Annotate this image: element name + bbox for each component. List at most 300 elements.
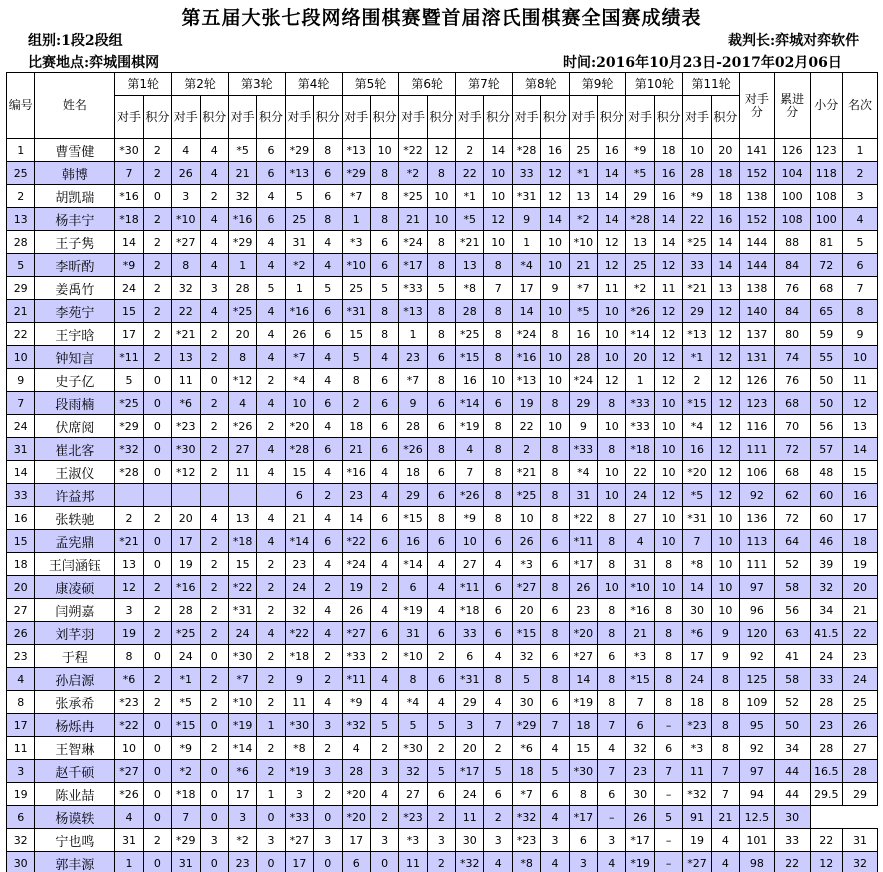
table-cell: 4	[427, 691, 455, 714]
table-cell: *29	[285, 139, 313, 162]
table-cell: 4	[257, 231, 285, 254]
table-cell: 118	[810, 162, 843, 185]
table-cell: 108	[774, 208, 810, 231]
table-cell: 3	[314, 829, 342, 852]
player-number-cell: 9	[7, 369, 35, 392]
table-cell: 30	[456, 829, 484, 852]
table-cell: 32	[810, 576, 843, 599]
table-cell: *32	[342, 714, 370, 737]
player-name-cell: 曹雪健	[35, 139, 115, 162]
table-cell: 14	[654, 231, 682, 254]
table-cell: *3	[399, 829, 427, 852]
table-row	[7, 162, 878, 185]
header-opponent-score: 对手分	[740, 73, 775, 139]
table-cell: 2	[143, 139, 171, 162]
player-name-cell: 王子隽	[35, 231, 115, 254]
player-name-cell: 孟宪鼎	[35, 530, 115, 553]
table-cell: 11	[654, 277, 682, 300]
table-cell: 68	[810, 277, 843, 300]
table-cell: 2	[257, 760, 285, 783]
table-cell: 8	[427, 323, 455, 346]
table-cell: 9	[711, 622, 739, 645]
table-cell: 0	[143, 806, 171, 829]
table-cell: *17	[399, 254, 427, 277]
player-number-cell: 3	[7, 760, 35, 783]
header-round-3-opponent: 对手	[228, 96, 256, 139]
table-cell: 9	[541, 277, 569, 300]
table-cell: 6	[484, 530, 512, 553]
table-cell: 0	[143, 185, 171, 208]
table-cell: *1	[569, 162, 597, 185]
table-cell: *4	[399, 691, 427, 714]
table-cell: 0	[143, 760, 171, 783]
table-cell: 12	[654, 484, 682, 507]
table-cell: *27	[512, 576, 540, 599]
player-number-cell: 6	[7, 806, 35, 829]
table-cell: 144	[740, 231, 775, 254]
table-cell: 6	[427, 668, 455, 691]
table-cell: *23	[512, 829, 540, 852]
table-cell: 2	[257, 553, 285, 576]
referee-label: 裁判长:弈城对弈软件	[728, 33, 860, 49]
table-cell: 8	[427, 369, 455, 392]
table-cell: 16	[654, 185, 682, 208]
player-name-cell: 李昕酌	[35, 254, 115, 277]
table-cell: 109	[740, 691, 775, 714]
table-cell: 70	[774, 415, 810, 438]
table-cell: *5	[569, 300, 597, 323]
table-cell: 11	[172, 369, 200, 392]
table-cell: *8	[512, 852, 540, 872]
table-cell: *15	[626, 668, 654, 691]
table-cell: *17	[569, 806, 597, 829]
table-cell: *31	[456, 668, 484, 691]
table-cell: 7	[654, 760, 682, 783]
table-cell: 0	[143, 415, 171, 438]
table-cell: 8	[654, 553, 682, 576]
table-cell: 3	[370, 760, 398, 783]
table-cell: 8	[711, 714, 739, 737]
table-cell: 4	[314, 622, 342, 645]
header-cumulative: 累进分	[774, 73, 810, 139]
table-cell: 8	[172, 254, 200, 277]
table-cell: 44	[774, 760, 810, 783]
table-cell: 0	[200, 852, 228, 872]
table-cell: 17	[115, 323, 143, 346]
table-cell: 8	[541, 507, 569, 530]
table-cell: 2	[314, 645, 342, 668]
table-cell: 15	[285, 461, 313, 484]
player-name-cell: 王闫涵钰	[35, 553, 115, 576]
table-cell: *31	[342, 300, 370, 323]
table-cell: 16	[683, 438, 711, 461]
table-cell: *25	[683, 231, 711, 254]
table-cell: 33	[810, 668, 843, 691]
table-cell: 2	[200, 668, 228, 691]
table-cell: 2	[143, 254, 171, 277]
table-cell: –	[654, 714, 682, 737]
table-cell: 2	[370, 576, 398, 599]
table-cell: 8	[598, 507, 626, 530]
table-cell: 7	[115, 162, 143, 185]
table-cell: *29	[512, 714, 540, 737]
header-round-10: 第10轮	[626, 73, 683, 96]
table-cell: 2	[143, 300, 171, 323]
table-cell: 2	[200, 185, 228, 208]
table-cell: 19	[683, 829, 711, 852]
table-cell: 4	[598, 852, 626, 872]
table-cell: 2	[484, 806, 512, 829]
table-cell: 26	[569, 576, 597, 599]
table-cell: 6	[484, 392, 512, 415]
table-cell: 14	[683, 576, 711, 599]
table-cell: *20	[342, 806, 370, 829]
table-cell: 41.5	[810, 622, 843, 645]
table-cell: 2	[370, 645, 398, 668]
table-cell: 5	[115, 369, 143, 392]
table-cell: 6	[370, 254, 398, 277]
table-cell: 23	[569, 599, 597, 622]
table-cell: *11	[569, 530, 597, 553]
table-cell: 8	[654, 599, 682, 622]
table-cell: 25	[285, 208, 313, 231]
table-cell: 12	[810, 852, 843, 872]
table-cell: 5	[370, 277, 398, 300]
table-row	[7, 806, 878, 829]
table-cell: 8	[654, 691, 682, 714]
table-cell: 7	[626, 691, 654, 714]
table-cell: 6	[314, 162, 342, 185]
table-cell: *19	[569, 691, 597, 714]
header-round-4: 第4轮	[285, 73, 342, 96]
table-cell: 2	[314, 783, 342, 806]
table-row	[7, 530, 878, 553]
table-cell: 8	[541, 668, 569, 691]
table-cell: 6	[598, 783, 626, 806]
player-name-cell: 杨谟轶	[35, 806, 115, 829]
table-cell: 11	[399, 852, 427, 872]
table-cell: *28	[285, 438, 313, 461]
table-cell: *33	[626, 392, 654, 415]
table-cell: 4	[598, 737, 626, 760]
table-cell: 24	[172, 645, 200, 668]
table-cell: 1	[115, 852, 143, 872]
table-cell: 76	[774, 369, 810, 392]
table-cell: 116	[740, 415, 775, 438]
table-cell: 21	[399, 208, 427, 231]
table-cell: 123	[740, 392, 775, 415]
table-cell: 2	[314, 576, 342, 599]
player-number-cell: 21	[7, 300, 35, 323]
table-cell: 4	[711, 852, 739, 872]
table-cell: *9	[456, 507, 484, 530]
table-cell: 22	[456, 162, 484, 185]
player-name-cell: 张轶驰	[35, 507, 115, 530]
table-cell: 0	[370, 852, 398, 872]
table-cell: 17	[228, 783, 256, 806]
table-cell: 6	[257, 208, 285, 231]
table-cell: 0	[200, 760, 228, 783]
table-cell: 2	[143, 208, 171, 231]
table-cell: *18	[172, 783, 200, 806]
table-cell: *7	[228, 668, 256, 691]
table-cell: *19	[626, 852, 654, 872]
table-cell: 8	[484, 507, 512, 530]
table-cell: 8	[598, 553, 626, 576]
table-cell: 26	[626, 806, 654, 829]
table-cell: 6	[654, 737, 682, 760]
table-cell: 72	[774, 438, 810, 461]
table-cell: 32	[512, 645, 540, 668]
table-cell: 10	[541, 231, 569, 254]
table-row	[7, 714, 878, 737]
table-cell: 4	[200, 300, 228, 323]
table-cell	[228, 484, 256, 507]
table-cell: 13	[172, 346, 200, 369]
table-row	[7, 645, 878, 668]
table-cell: *9	[342, 691, 370, 714]
table-cell: 4	[257, 346, 285, 369]
table-cell: 6	[598, 645, 626, 668]
table-cell: 4	[257, 622, 285, 645]
table-cell: 12	[654, 300, 682, 323]
table-cell	[143, 484, 171, 507]
table-cell: 32	[626, 737, 654, 760]
table-cell: 6	[257, 162, 285, 185]
player-number-cell: 25	[7, 162, 35, 185]
table-cell: 5	[654, 806, 682, 829]
table-cell: *32	[512, 806, 540, 829]
table-cell: *33	[399, 277, 427, 300]
table-cell: 0	[200, 806, 228, 829]
table-cell: 41	[774, 645, 810, 668]
table-cell: 10	[598, 576, 626, 599]
table-cell: 6	[541, 691, 569, 714]
player-number-cell: 10	[7, 346, 35, 369]
table-cell: 12	[711, 415, 739, 438]
table-cell: *25	[228, 300, 256, 323]
table-cell: 29	[683, 300, 711, 323]
table-cell: 58	[774, 668, 810, 691]
table-cell: *31	[512, 185, 540, 208]
table-cell: 27	[228, 438, 256, 461]
table-cell: 4	[257, 507, 285, 530]
table-cell: 23	[626, 760, 654, 783]
table-cell: *14	[399, 553, 427, 576]
table-cell: *8	[683, 553, 711, 576]
table-row	[7, 323, 878, 346]
table-cell: *23	[115, 691, 143, 714]
table-cell: 10	[541, 369, 569, 392]
table-cell: 2	[200, 323, 228, 346]
table-cell: *29	[115, 415, 143, 438]
table-cell: 4	[370, 783, 398, 806]
table-cell: 10	[654, 461, 682, 484]
table-cell: 2	[257, 668, 285, 691]
table-cell: 2	[314, 484, 342, 507]
table-cell: 26	[843, 714, 878, 737]
table-cell: 56	[810, 415, 843, 438]
table-cell: 8	[541, 323, 569, 346]
table-cell: 12	[711, 461, 739, 484]
table-cell: 3	[484, 829, 512, 852]
table-cell: 8	[115, 645, 143, 668]
table-cell: 4	[257, 392, 285, 415]
table-cell: 120	[740, 622, 775, 645]
table-cell: 10	[598, 300, 626, 323]
header-round-10-score: 积分	[654, 96, 682, 139]
table-cell: 1	[512, 231, 540, 254]
table-cell: 24	[843, 668, 878, 691]
player-name-cell: 史子亿	[35, 369, 115, 392]
table-cell: 14	[484, 139, 512, 162]
table-cell: *25	[512, 484, 540, 507]
table-cell: *15	[172, 714, 200, 737]
table-cell: 16	[569, 323, 597, 346]
table-cell: 7	[172, 806, 200, 829]
table-cell: 4	[257, 530, 285, 553]
table-cell: 6	[456, 645, 484, 668]
table-cell: 6	[541, 645, 569, 668]
table-cell: 17	[512, 277, 540, 300]
table-cell: *21	[456, 231, 484, 254]
table-cell: 1	[843, 139, 878, 162]
table-cell: 3	[541, 829, 569, 852]
table-cell: *11	[456, 576, 484, 599]
player-number-cell: 27	[7, 599, 35, 622]
table-cell: *2	[626, 277, 654, 300]
table-cell: *25	[456, 323, 484, 346]
table-cell: 6	[342, 852, 370, 872]
table-cell: 3	[427, 829, 455, 852]
table-cell: 7	[484, 714, 512, 737]
table-cell: 81	[810, 231, 843, 254]
table-cell: 14	[598, 162, 626, 185]
table-cell: *29	[342, 162, 370, 185]
table-cell: *23	[172, 415, 200, 438]
table-cell: 4	[257, 438, 285, 461]
header-round-5-score: 积分	[370, 96, 398, 139]
table-cell: 6	[427, 461, 455, 484]
table-cell: *16	[172, 576, 200, 599]
table-cell: 17	[172, 530, 200, 553]
table-cell: 1	[257, 783, 285, 806]
table-cell: *26	[456, 484, 484, 507]
results-table-container[interactable]	[6, 72, 878, 872]
table-row	[7, 369, 878, 392]
table-cell: *9	[683, 185, 711, 208]
table-cell: *17	[626, 829, 654, 852]
table-cell: *27	[115, 760, 143, 783]
player-number-cell: 11	[7, 737, 35, 760]
table-cell: 12	[654, 346, 682, 369]
table-cell: 8	[654, 668, 682, 691]
table-cell: 12	[711, 438, 739, 461]
table-cell: 6	[484, 599, 512, 622]
table-cell: 152	[740, 208, 775, 231]
table-row	[7, 438, 878, 461]
table-cell: 10	[654, 392, 682, 415]
table-cell: 10	[711, 553, 739, 576]
table-cell: 7	[598, 714, 626, 737]
table-cell: 4	[711, 829, 739, 852]
table-cell: 4	[370, 599, 398, 622]
table-cell: 6	[370, 507, 398, 530]
table-cell: *12	[172, 461, 200, 484]
table-cell: 12	[711, 323, 739, 346]
table-cell: 16	[598, 139, 626, 162]
table-cell: 23	[285, 553, 313, 576]
table-cell: 27	[843, 737, 878, 760]
table-cell: 4	[200, 231, 228, 254]
table-cell: 8	[484, 415, 512, 438]
table-cell: 12	[598, 254, 626, 277]
table-row	[7, 737, 878, 760]
table-cell: 19	[342, 576, 370, 599]
header-round-8-score: 积分	[541, 96, 569, 139]
table-cell: 68	[774, 461, 810, 484]
table-cell: 2	[143, 599, 171, 622]
table-cell: 6	[541, 599, 569, 622]
table-cell: 5	[843, 231, 878, 254]
table-cell: 22	[843, 622, 878, 645]
table-cell: *24	[569, 369, 597, 392]
table-cell: 6	[285, 484, 313, 507]
table-cell: *1	[456, 185, 484, 208]
table-cell: *20	[683, 461, 711, 484]
table-cell: *6	[683, 622, 711, 645]
table-cell: 18	[711, 162, 739, 185]
table-cell: 4	[484, 691, 512, 714]
table-cell: *29	[228, 231, 256, 254]
table-cell: 4	[541, 737, 569, 760]
table-cell: 12	[541, 162, 569, 185]
player-number-cell: 5	[7, 254, 35, 277]
table-cell: 24	[456, 783, 484, 806]
table-cell: 0	[314, 852, 342, 872]
table-cell: 100	[774, 185, 810, 208]
table-cell: 18	[399, 461, 427, 484]
page-title: 第五届大张七段网络围棋赛暨首届溶氏围棋赛全国赛成绩表	[181, 7, 702, 29]
table-cell: 4	[484, 553, 512, 576]
table-cell: 21	[843, 599, 878, 622]
table-cell: 91	[683, 806, 711, 829]
table-cell: *19	[285, 760, 313, 783]
table-cell: 10	[654, 507, 682, 530]
table-cell: 4	[200, 507, 228, 530]
table-cell: *3	[626, 645, 654, 668]
table-cell: 15	[115, 300, 143, 323]
header-round-7-opponent: 对手	[456, 96, 484, 139]
table-cell: 12	[115, 576, 143, 599]
table-cell: 16	[541, 139, 569, 162]
table-cell: 29	[456, 691, 484, 714]
table-cell: 2	[143, 162, 171, 185]
table-cell: 4	[314, 346, 342, 369]
table-cell: *12	[228, 369, 256, 392]
table-cell: 111	[740, 438, 775, 461]
table-cell: *5	[228, 139, 256, 162]
table-cell: 6	[257, 139, 285, 162]
table-cell: *15	[399, 507, 427, 530]
table-cell: 27	[456, 553, 484, 576]
table-cell: 0	[200, 714, 228, 737]
player-name-cell: 张承希	[35, 691, 115, 714]
table-cell: 28	[456, 300, 484, 323]
table-cell: *1	[683, 346, 711, 369]
table-cell: *16	[228, 208, 256, 231]
table-cell: 12	[711, 346, 739, 369]
